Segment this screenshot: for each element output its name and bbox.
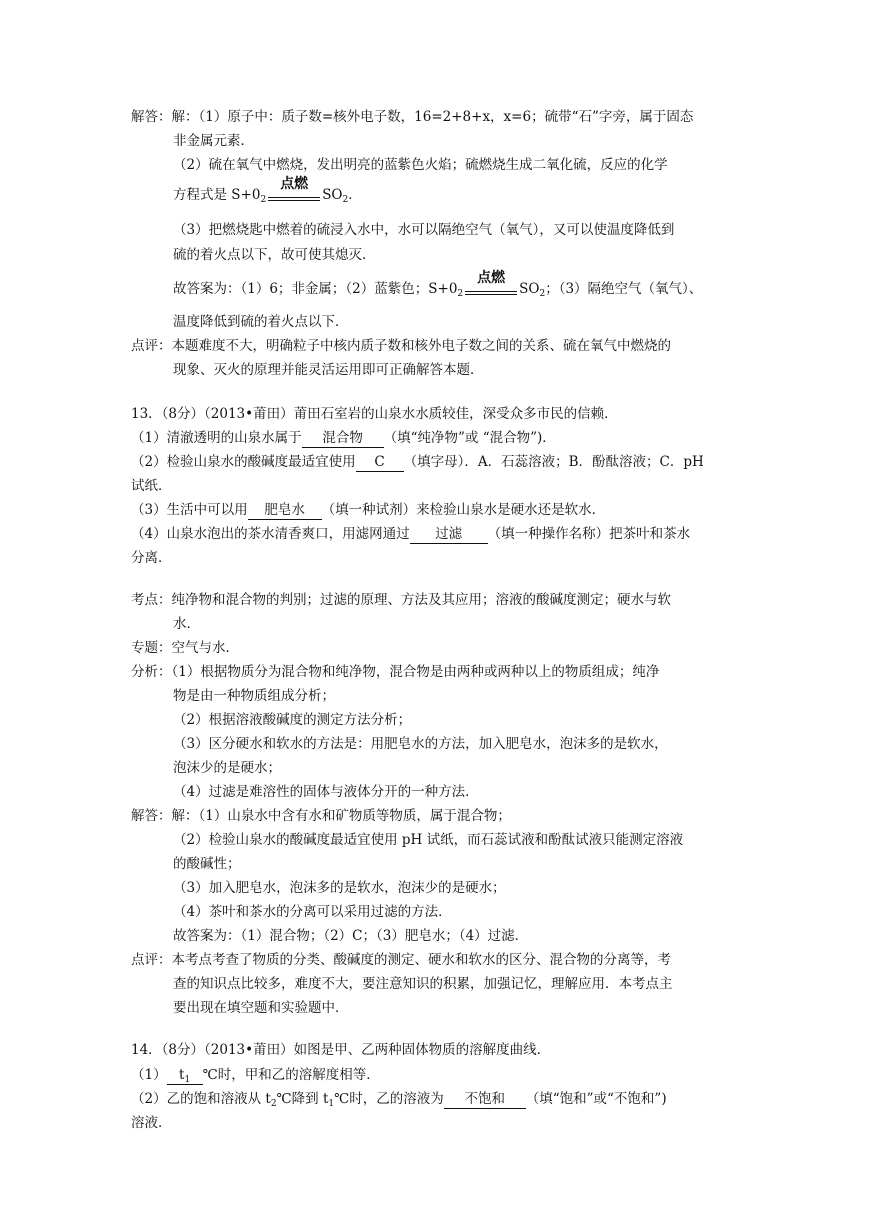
final-condition-arrow bbox=[463, 270, 519, 298]
q14-p1-suffix: ℃时，甲和乙的溶解度相等． bbox=[202, 1067, 380, 1083]
q13-dianping-line1: 点评：本考点考查了物质的分类、酸碱度的测定、硬水和软水的区分、混合物的分离等，考 bbox=[131, 952, 671, 968]
q12-equation-line bbox=[173, 176, 362, 205]
q13-part4-line2: 分离． bbox=[131, 550, 172, 566]
q13-part1 bbox=[131, 429, 556, 448]
q14-p1-answer bbox=[167, 1066, 203, 1085]
q14-part2 bbox=[131, 1090, 667, 1109]
q13-p2-text: （2）检验山泉水的酸碱度最适宜使用 bbox=[131, 454, 356, 470]
q13-fenxi-line5: 泡沫少的是硬水； bbox=[173, 760, 281, 776]
q13-part3 bbox=[131, 501, 605, 520]
q14-part1 bbox=[131, 1066, 380, 1085]
q13-p1-text: （1）清澈透明的山泉水属于 bbox=[131, 430, 302, 446]
q13-jieda-line5: （4）茶叶和茶水的分离可以采用过滤的方法． bbox=[173, 904, 452, 920]
q13-p4-suffix: （填一种操作名称）把茶叶和茶水 bbox=[487, 526, 691, 542]
q14-p1-answer-sub: 1 bbox=[184, 1075, 191, 1085]
q14-p2-suffix: （填“饱和”或“不饱和”) bbox=[525, 1091, 667, 1107]
q14-p2-text-c: ℃时，乙的溶液为 bbox=[334, 1091, 444, 1107]
final-product-subscript: 2 bbox=[539, 289, 546, 299]
q12-answer-line2: 非金属元素． bbox=[173, 133, 254, 149]
final-product: SO bbox=[519, 281, 540, 297]
q13-jieda-line1: 解答：解：（1）山泉水中含有水和矿物质等物质，属于混合物； bbox=[131, 808, 511, 824]
q13-fenxi-line1: 分析：（1）根据物质分为混合物和纯净物，混合物是由两种或两种以上的物质组成；纯净 bbox=[131, 664, 660, 680]
q12-comment-line2: 现象、灭火的原理并能灵活运用即可正确解答本题． bbox=[173, 362, 484, 378]
q13-p1-answer: 混合物 bbox=[302, 429, 384, 448]
q13-fenxi-line6: （4）过滤是难溶性的固体与液体分开的一种方法． bbox=[173, 784, 479, 800]
final-answer-suffix: ；（3）隔绝空气（氧气）、 bbox=[545, 281, 703, 297]
q13-stem: 13．（8分）（2013•莆田）莆田石室岩的山泉水水质较佳，深受众多市民的信赖． bbox=[131, 406, 618, 422]
equation-product: SO bbox=[322, 187, 343, 203]
q13-dianping-line3: 要出现在填空题和实验题中． bbox=[173, 1000, 349, 1016]
q13-part2-line2: 试纸． bbox=[131, 478, 172, 494]
q14-p1-answer-t: t bbox=[179, 1067, 185, 1083]
q13-part4 bbox=[131, 525, 690, 544]
q13-dianping-line2: 查的知识点比较多，难度不大，要注意知识的积累，加强记忆，理解应用．本考点主 bbox=[173, 976, 673, 992]
q14-p2-sub-a: 2 bbox=[270, 1099, 277, 1109]
q13-kaodian-line2: 水． bbox=[173, 616, 200, 632]
q13-p4-text: （4）山泉水泡出的茶水清香爽口，用滤网通过 bbox=[131, 526, 410, 542]
q13-kaodian-line1: 考点：纯净物和混合物的判别；过滤的原理、方法及其应用；溶液的酸碱度测定；硬水与软 bbox=[131, 592, 671, 608]
q12-answer-line6: 硫的着火点以下，故可使其熄灭． bbox=[173, 247, 376, 263]
q13-p3-answer: 肥皂水 bbox=[248, 501, 322, 520]
q14-stem: 14．（8分）（2013•莆田）如图是甲、乙两种固体物质的溶解度曲线． bbox=[131, 1042, 551, 1058]
reaction-condition-arrow bbox=[266, 176, 322, 204]
q13-jieda-line2: （2）检验山泉水的酸碱度最适宜使用 pH 试纸，而石蕊试液和酚酞试液只能测定溶液 bbox=[173, 832, 684, 848]
q13-fenxi-line2: 物是由一种物质组成分析； bbox=[173, 688, 335, 704]
q13-p4-answer: 过滤 bbox=[410, 525, 488, 544]
final-condition: 点燃 bbox=[477, 270, 506, 286]
q13-jieda-line6: 故答案为：（1）混合物；（2）C；（3）肥皂水；（4）过滤． bbox=[173, 928, 529, 944]
q13-jieda-line3: 的酸碱性； bbox=[173, 856, 241, 872]
q13-p2-answer: C bbox=[356, 453, 404, 472]
q12-answer-line5: （3）把燃烧匙中燃着的硫浸入水中，水可以隔绝空气（氧气），又可以使温度降低到 bbox=[173, 222, 675, 238]
q14-part2-line2: 溶液． bbox=[131, 1115, 172, 1131]
q13-p3-text: （3）生活中可以用 bbox=[131, 502, 248, 518]
q14-p2-sub-b: 1 bbox=[328, 1099, 335, 1109]
q12-answer-line3: （2）硫在氧气中燃烧，发出明亮的蓝紫色火焰；硫燃烧生成二氧化硫，反应的化学 bbox=[173, 157, 668, 173]
final-answer-prefix: 故答案为：（1）6；非金属；（2）蓝紫色；S+0 bbox=[173, 281, 458, 297]
q14-p2-text-b: ℃降到 t bbox=[276, 1091, 329, 1107]
q13-p2-suffix: （填字母）．A．石蕊溶液；B．酚酞溶液；C．pH bbox=[403, 454, 704, 470]
q12-answer-line1: 解答：解：（1）原子中：质子数=核外电子数，16=2+8+x，x=6；硫带“石”字旁，属于固态 bbox=[131, 109, 694, 125]
equation-period: ． bbox=[348, 187, 362, 203]
q13-p3-suffix: （填一种试剂）来检验山泉水是硬水还是软水． bbox=[321, 502, 606, 518]
q13-part2 bbox=[131, 453, 704, 472]
q14-p2-text-a: （2）乙的饱和溶液从 t bbox=[131, 1091, 271, 1107]
q12-final-line2: 温度降低到硫的着火点以下． bbox=[173, 314, 349, 330]
q14-p2-answer: 不饱和 bbox=[444, 1090, 526, 1109]
equation-subscript: 2 bbox=[260, 195, 267, 205]
equation-prefix: 方程式是 S+0 bbox=[173, 187, 261, 203]
q13-jieda-line4: （3）加入肥皂水，泡沫多的是软水，泡沫少的是硬水； bbox=[173, 880, 506, 896]
product-subscript: 2 bbox=[342, 195, 349, 205]
q14-p1-text: （1） bbox=[131, 1067, 167, 1083]
q13-p1-suffix: （填“纯净物”或 “混合物”)． bbox=[383, 430, 556, 446]
final-subscript: 2 bbox=[457, 289, 464, 299]
q13-fenxi-line3: （2）根据溶液酸碱度的测定方法分析； bbox=[173, 712, 412, 728]
reaction-condition: 点燃 bbox=[280, 176, 309, 192]
q13-zhuanti: 专题：空气与水． bbox=[131, 640, 239, 656]
q13-fenxi-line4: （3）区分硬水和软水的方法是：用肥皂水的方法，加入肥皂水，泡沫多的是软水， bbox=[173, 736, 668, 752]
q12-comment-line1: 点评：本题难度不大，明确粒子中核内质子数和核外电子数之间的关系、硫在氧气中燃烧的 bbox=[131, 338, 671, 354]
q12-final-answer bbox=[173, 270, 703, 299]
